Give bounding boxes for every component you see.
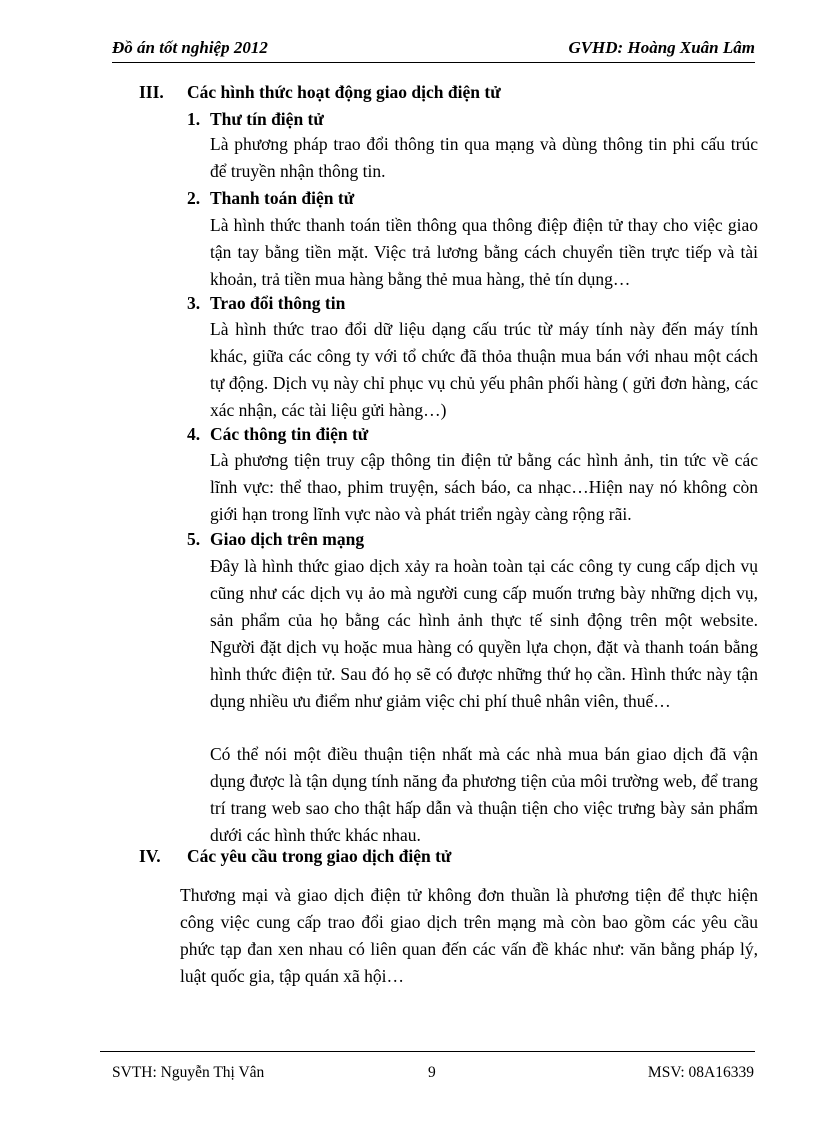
footer-rule [100, 1051, 755, 1053]
item-number: 5. [187, 529, 201, 549]
item-paragraph: Là hình thức trao đổi dữ liệu dạng cấu trúc từ máy tính này đến máy tính khác, giữa các công ty với tổ chức đã thỏa thuận mua bán với nhau một cách tự động. Dịch vụ này chỉ phục vụ chủ yếu phân phối hàng ( gửi đơn hàng, các xác nhận, các tài liệu gửi hàng…) [210, 319, 758, 420]
item-paragraph-continued: Có thể nói một điều thuận tiện nhất mà các nhà mua bán giao dịch đã vận dụng được là tận dụng tính năng đa phương tiện của môi trường web, để trang trí trang web sao cho thật hấp dẫn và thuận tiện cho việc trưng bày sản phẩm dưới các hình thức khác nhau. [210, 744, 758, 845]
section-number: III. [139, 82, 164, 102]
item-paragraph: Đây là hình thức giao dịch xảy ra hoàn toàn tại các công ty cung cấp dịch vụ cũng như các dịch vụ ảo mà người cung cấp muốn trưng bày những dịch vụ, sản phẩm của họ bằng các hình ảnh thực tế sinh động trên một website. Người đặt dịch vụ hoặc mua hàng có quyền lựa chọn, đặt và thanh toán bằng hình thức điện tử. Sau đó họ sẽ có được những thứ họ cần. Hình thức này tận dụng nhiều ưu điểm như giảm việc chi phí thuê nhân viên, thuế… [210, 556, 758, 711]
item-title: Trao đổi thông tin [210, 293, 346, 313]
header-advisor: GVHD: Hoàng Xuân Lâm [568, 38, 755, 57]
section-paragraph: Thương mại và giao dịch điện tử không đơn thuần là phương tiện để thực hiện công việc cung cấp trao đổi giao dịch trên mạng mà còn bao gồm các yêu cầu phức tạp đan xen nhau có liên quan đến các vấn đề khác như: văn bằng pháp lý, luật quốc gia, tập quán xã hội… [180, 885, 758, 986]
page-header [112, 36, 755, 63]
item-number: 4. [187, 424, 201, 444]
item-paragraph: Là phương pháp trao đổi thông tin qua mạng và dùng thông tin phi cấu trúc để truyền nhận thông tin. [210, 134, 758, 181]
item-title: Thanh toán điện tử [210, 188, 355, 208]
item-number: 1. [187, 109, 201, 129]
item-title: Các thông tin điện tử [210, 424, 369, 444]
item-title: Giao dịch trên mạng [210, 529, 365, 549]
footer-author: SVTH: Nguyễn Thị Vân [112, 1064, 265, 1081]
section-title: Các hình thức hoạt động giao dịch điện tử [187, 82, 501, 102]
item-number: 2. [187, 188, 201, 208]
page-number: 9 [428, 1064, 436, 1081]
footer-student-id: MSV: 08A16339 [647, 1064, 754, 1081]
item-paragraph: Là hình thức thanh toán tiền thông qua thông điệp điện tử thay cho việc giao tận tay bằng tiền mặt. Việc trả lương bằng cách chuyển tiền trực tiếp và tài khoản, trả tiền mua hàng bằng thẻ mua hàng, thẻ tín dụng… [210, 215, 758, 289]
item-title: Thư tín điện tử [210, 109, 324, 129]
item-paragraph: Là phương tiện truy cập thông tin điện tử bằng các hình ảnh, tin tức về các lĩnh vực: thể thao, phim truyện, sách báo, ca nhạc…Hiện nay nó không còn giới hạn trong lĩnh vực nào và phát triển ngày càng rộng rãi. [210, 450, 758, 524]
section-title: Các yêu cầu trong giao dịch điện tử [187, 846, 452, 866]
item-number: 3. [187, 293, 201, 313]
section-number: IV. [139, 846, 161, 866]
header-title: Đồ án tốt nghiệp 2012 [112, 38, 268, 57]
